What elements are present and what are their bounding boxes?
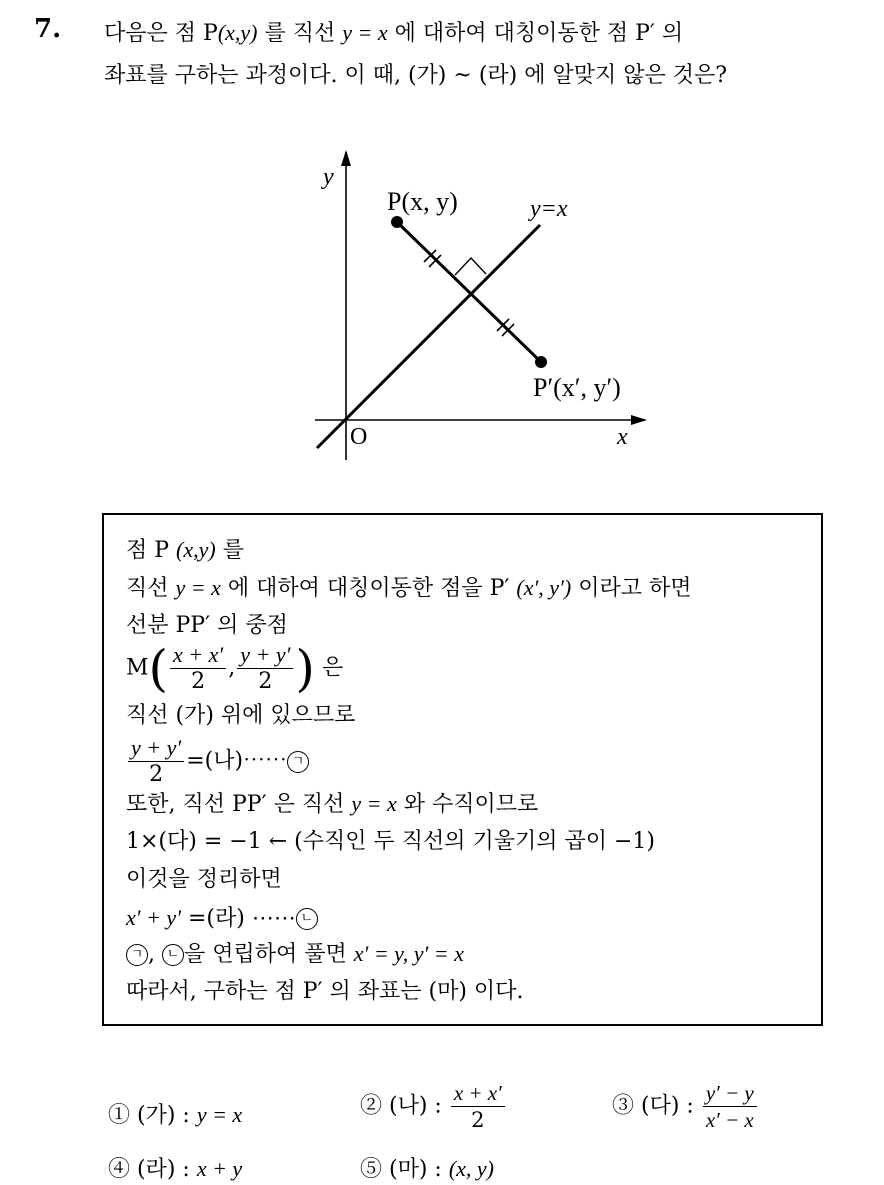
question-line-1 <box>104 12 864 55</box>
q-point-p: P <box>203 21 218 46</box>
b10-tail: =(라) ⋯⋯ <box>181 906 296 931</box>
box-line-12: 따라서, 구하는 점 P′ 의 좌표는 (마) 이다. <box>126 979 524 1004</box>
label-origin: O <box>350 424 368 450</box>
box-line-9: 이것을 정리하면 <box>126 867 282 892</box>
b6-num: y + y′ <box>128 735 184 762</box>
choice-5-label: ⑤ (마) : <box>360 1157 449 1182</box>
q-point-args: (x,y) <box>217 20 258 45</box>
choice-5-value: (x, y) <box>448 1156 494 1181</box>
choice-1[interactable] <box>108 1098 242 1129</box>
circled-giyeok-ref: ㄱ <box>126 944 148 966</box>
label-pprime: P′(x′, y′) <box>533 373 621 402</box>
b2-a: 직선 <box>126 576 176 601</box>
b2-args: (x′, y′) <box>516 575 572 600</box>
q-text-d: 의 <box>654 21 684 46</box>
label-y: y <box>323 164 334 190</box>
box-line-3: 선분 PP′ 의 중점 <box>126 613 288 638</box>
choice-3-num: y′ − y <box>703 1080 757 1107</box>
frac-x <box>170 642 226 695</box>
b7-eq: y = x <box>351 791 397 816</box>
choice-5[interactable] <box>360 1152 494 1183</box>
segment-p-pprime <box>397 222 541 362</box>
paren-close: ) <box>295 639 315 698</box>
frac-y-eq <box>128 735 184 788</box>
b6-den: 2 <box>149 762 164 787</box>
question-text <box>104 12 864 97</box>
box-line-8: 1×(다) = −1 ← (수직인 두 직선의 기울기의 곱이 −1) <box>126 829 655 854</box>
b2-b: 에 대하여 대칭이동한 점을 P′ <box>220 576 517 601</box>
q-point-pprime: P′ <box>635 21 655 46</box>
question-number: 7. <box>34 14 62 44</box>
label-line: y=x <box>530 196 568 222</box>
b2-eq: y = x <box>175 575 221 600</box>
choice-3-den: x′ − x <box>705 1108 754 1132</box>
reflection-figure <box>295 140 655 470</box>
b1-a: 점 P <box>126 538 177 563</box>
box-line-11 <box>126 943 464 966</box>
b11-b: 을 연립하여 풀면 <box>184 942 354 967</box>
box-line-10 <box>126 907 318 930</box>
point-pprime <box>535 356 547 368</box>
label-x: x <box>617 424 628 450</box>
q-text-a: 다음은 점 <box>104 21 203 46</box>
b1-b: 를 <box>215 538 244 563</box>
point-p <box>391 216 403 228</box>
b10-eq: x′ + y′ <box>126 905 181 930</box>
paren-open: ( <box>148 639 169 698</box>
box-line-2 <box>126 577 691 600</box>
choice-2[interactable] <box>360 1080 507 1133</box>
choice-4-label: ④ (라) : <box>108 1157 197 1182</box>
q-text-c: 에 대하여 대칭이동한 점 <box>387 21 636 46</box>
b7-b: 와 수직이므로 <box>396 792 539 817</box>
choice-2-frac <box>451 1080 505 1133</box>
choice-2-num: x + x′ <box>451 1080 505 1107</box>
y-axis-arrow <box>341 150 351 166</box>
choice-4[interactable] <box>108 1152 242 1183</box>
midpoint-m: M <box>126 655 149 681</box>
b1-args: (x,y) <box>176 537 216 562</box>
b6-tail: =(나)⋯⋯ <box>186 748 288 774</box>
choice-3-label: ③ (다) : <box>612 1093 701 1119</box>
frac-x-num: x + x′ <box>170 642 226 669</box>
b7-a: 또한, 직선 PP′ 은 직선 <box>126 792 352 817</box>
choice-2-den: 2 <box>471 1108 485 1132</box>
frac-x-den: 2 <box>191 669 206 694</box>
circled-nieun: ㄴ <box>296 908 318 930</box>
box-line-7 <box>126 793 538 816</box>
label-p: P(x, y) <box>387 187 458 216</box>
circled-giyeok: ㄱ <box>287 751 309 773</box>
choice-2-label: ② (나) : <box>360 1093 449 1119</box>
box-line-1 <box>126 539 244 562</box>
question-line-2: 좌표를 구하는 과정이다. 이 때, (가) ~ (라) 에 알맞지 않은 것은? <box>104 63 728 88</box>
b4-tail: 은 <box>321 655 344 681</box>
box-line-6 <box>126 735 309 788</box>
q-text-b: 를 직선 <box>257 21 343 46</box>
circled-nieun-ref: ㄴ <box>162 944 184 966</box>
solution-box <box>102 513 823 1026</box>
choice-1-label: ① (가) : <box>108 1103 197 1128</box>
b11-a: , <box>148 942 162 967</box>
choice-4-value: x + y <box>196 1156 243 1181</box>
q-line-eq: y = x <box>342 20 388 45</box>
frac-y-den: 2 <box>258 669 273 694</box>
box-line-5: 직선 (가) 위에 있으므로 <box>126 703 356 728</box>
choice-3[interactable] <box>612 1080 759 1133</box>
frac-comma: , <box>228 655 236 681</box>
frac-y <box>237 642 293 695</box>
box-line-4-midpoint <box>126 639 344 698</box>
b2-c: 이라고 하면 <box>571 576 692 601</box>
right-angle-mark <box>455 258 486 275</box>
x-axis-arrow <box>631 415 647 425</box>
choice-1-value: y = x <box>196 1102 243 1127</box>
choice-3-frac <box>703 1080 757 1133</box>
frac-y-num: y + y′ <box>237 642 293 669</box>
b11-eq: x′ = y, y′ = x <box>353 941 464 966</box>
